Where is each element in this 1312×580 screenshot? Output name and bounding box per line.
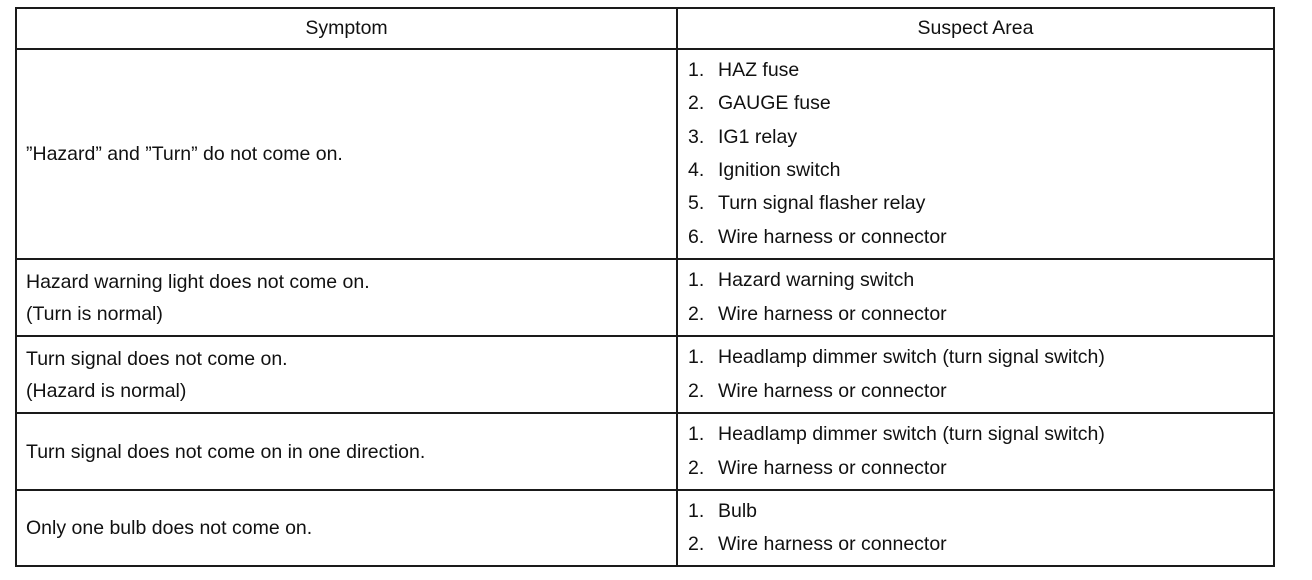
suspect-item xyxy=(688,264,1273,297)
suspect-item xyxy=(688,452,1273,485)
item-number: 1. xyxy=(688,499,705,522)
suspect-area-column-header: Suspect Area xyxy=(677,8,1274,49)
suspect-item xyxy=(688,87,1273,120)
table-row xyxy=(16,490,1274,566)
table-row xyxy=(16,259,1274,336)
symptom-text: Turn signal does not come on in one direction. xyxy=(26,440,426,463)
suspect-item xyxy=(688,495,1273,528)
item-number: 2. xyxy=(688,533,705,555)
suspect-area-cell xyxy=(677,413,1274,490)
symptom-text: Turn signal does not come on. xyxy=(26,347,288,370)
suspect-area-cell xyxy=(677,336,1274,413)
symptom-cell xyxy=(16,413,677,490)
suspect-list xyxy=(688,54,1273,254)
item-number: 5. xyxy=(688,192,705,215)
suspect-item xyxy=(688,341,1273,374)
symptom-column-header: Symptom xyxy=(16,8,677,49)
suspect-item xyxy=(688,121,1273,154)
suspect-item xyxy=(688,221,1273,254)
suspect-item xyxy=(688,298,1273,331)
symptom-text: ”Hazard” and ”Turn” do not come on. xyxy=(26,143,343,165)
suspect-area-cell xyxy=(677,49,1274,259)
header-row xyxy=(16,8,1274,49)
item-text: Hazard warning switch xyxy=(718,269,915,292)
item-number: 2. xyxy=(688,92,705,115)
symptom-cell xyxy=(16,49,677,259)
symptom-text: Only one bulb does not come on. xyxy=(26,517,313,539)
suspect-list xyxy=(688,341,1273,408)
item-text: Ignition switch xyxy=(718,159,841,181)
suspect-list xyxy=(688,495,1273,562)
item-text: HAZ fuse xyxy=(718,59,800,82)
symptom-note: (Turn is normal) xyxy=(26,302,163,325)
item-text: Turn signal flasher relay xyxy=(718,192,926,215)
item-number: 2. xyxy=(688,302,705,325)
suspect-list xyxy=(688,418,1273,485)
symptom-text: Hazard warning light does not come on. xyxy=(26,270,370,293)
item-number: 2. xyxy=(688,379,705,402)
suspect-area-cell xyxy=(677,490,1274,566)
suspect-item xyxy=(688,54,1273,87)
symptom-cell xyxy=(16,490,677,566)
item-number: 2. xyxy=(688,456,705,479)
table-row xyxy=(16,413,1274,490)
item-text: Wire harness or connector xyxy=(718,379,947,402)
suspect-item xyxy=(688,418,1273,451)
item-number: 1. xyxy=(688,269,705,292)
suspect-item xyxy=(688,154,1273,187)
item-number: 3. xyxy=(688,125,705,148)
suspect-item xyxy=(688,187,1273,220)
table-row xyxy=(16,336,1274,413)
item-text: Wire harness or connector xyxy=(718,302,947,325)
item-text: Wire harness or connector xyxy=(718,533,947,555)
item-text: IG1 relay xyxy=(718,125,798,148)
item-text: GAUGE fuse xyxy=(718,92,831,115)
symptom-cell xyxy=(16,259,677,336)
suspect-item xyxy=(688,375,1273,408)
suspect-list xyxy=(688,264,1273,331)
suspect-item xyxy=(688,528,1273,561)
troubleshooting-table-container xyxy=(15,7,1275,567)
suspect-area-cell xyxy=(677,259,1274,336)
item-text: Headlamp dimmer switch (turn signal switch) xyxy=(718,346,1105,369)
symptom-cell xyxy=(16,336,677,413)
item-number: 1. xyxy=(688,59,705,82)
item-number: 1. xyxy=(688,346,705,369)
item-text: Bulb xyxy=(718,499,758,522)
symptom-note: (Hazard is normal) xyxy=(26,379,187,402)
item-number: 1. xyxy=(688,423,705,446)
item-text: Wire harness or connector xyxy=(718,225,947,248)
item-number: 6. xyxy=(688,225,705,248)
troubleshooting-table xyxy=(15,7,1275,567)
item-text: Headlamp dimmer switch (turn signal switch) xyxy=(718,423,1105,446)
item-text: Wire harness or connector xyxy=(718,456,947,479)
table-row xyxy=(16,49,1274,259)
item-number: 4. xyxy=(688,159,705,181)
